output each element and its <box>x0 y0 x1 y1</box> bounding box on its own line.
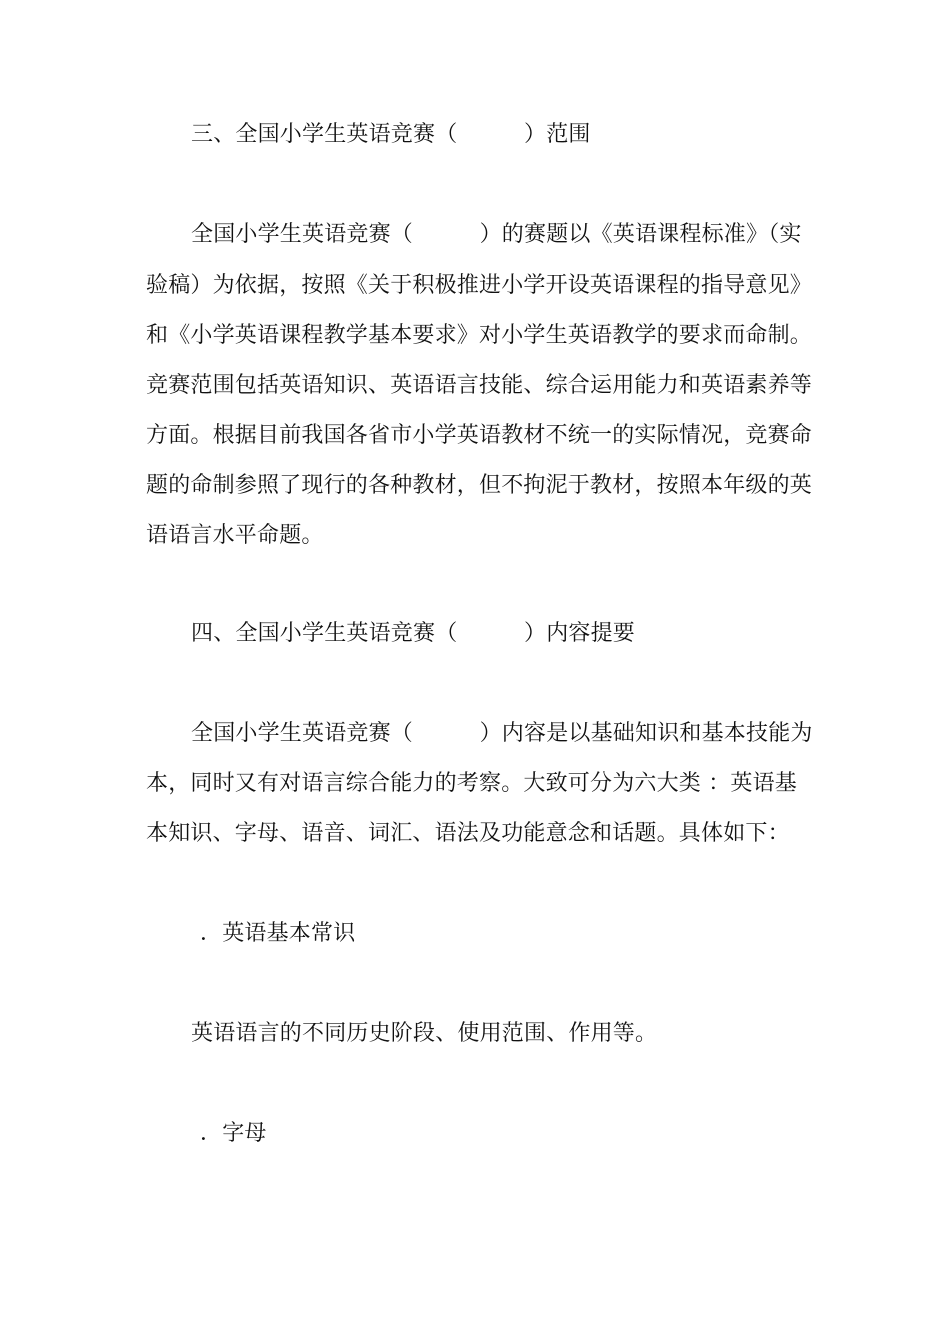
section4-paragraph-line-1: 全国小学生英语竞赛（ ）内容是以基础知识和基本技能为 <box>191 721 813 746</box>
section4-paragraph-line-3: 本知识、字母、语音、词汇、语法及功能意念和话题。具体如下： <box>146 821 790 846</box>
section3-paragraph-line-5: 方面。根据目前我国各省市小学英语教材不统一的实际情况，竞赛命 <box>146 423 813 448</box>
section3-paragraph-line-1: 全国小学生英语竞赛（ ）的赛题以《英语课程标准》（实 <box>191 222 802 247</box>
section4-paragraph-line-2: 本，同时又有对语言综合能力的考察。大致可分为六大类 ：英语基 <box>146 771 797 796</box>
section3-heading: 三、全国小学生英语竞赛（ ）范围 <box>191 122 591 147</box>
item-title-letters: ．字母 <box>200 1121 267 1146</box>
item-title-basic-knowledge: ．英语基本常识 <box>200 921 356 946</box>
section4-heading: 四、全国小学生英语竞赛（ ）内容提要 <box>191 621 636 646</box>
section3-paragraph-line-4: 竞赛范围包括英语知识、英语语言技能、综合运用能力和英语素养等 <box>146 373 813 398</box>
section3-paragraph-line-7: 语语言水平命题。 <box>146 523 324 548</box>
section3-paragraph-line-6: 题的命制参照了现行的各种教材，但不拘泥于教材，按照本年级的英 <box>146 473 813 498</box>
section3-paragraph-line-3: 和《小学英语课程教学基本要求》对小学生英语教学的要求而命制。 <box>146 323 813 348</box>
section3-paragraph-line-2: 验稿）为依据，按照《关于积极推进小学开设英语课程的指导意见》 <box>146 273 813 298</box>
item-description-basic-knowledge: 英语语言的不同历史阶段、使用范围、作用等。 <box>191 1021 658 1046</box>
